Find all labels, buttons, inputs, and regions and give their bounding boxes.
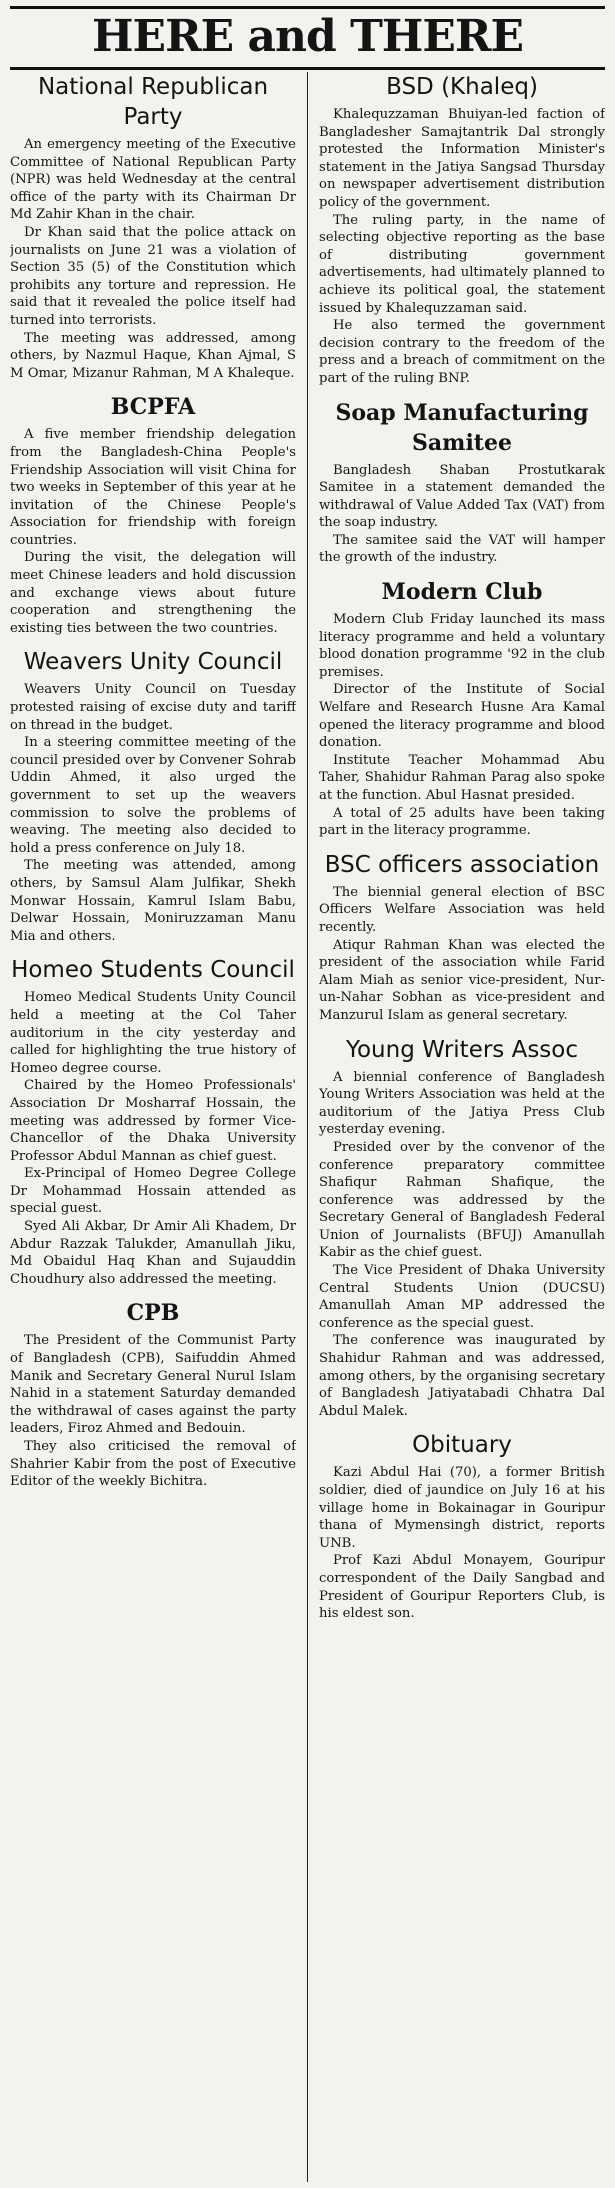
story-paragraph: Prof Kazi Abdul Monayem, Gouripur correspondent of the Daily Sangbad and President of Gouripur Reporters Club, is his eldest son. — [319, 1553, 605, 1622]
story-bsc-officers-association — [319, 850, 605, 1025]
left-column — [10, 72, 296, 2182]
page-banner: HERE and THERE — [10, 6, 605, 70]
story-heading: National Republican Party — [37, 74, 269, 130]
story-paragraph: Presided over by the convenor of the conference preparatory committee Shafiqur Rahman Shafique, the conference was addressed by the Secretary General of Bangladesh Federal Union of Journalists (BFUJ) Amanullah Kabir as the chief guest. — [319, 1139, 605, 1261]
story-paragraph: In a steering committee meeting of the council presided over by Convener Sohrab Uddin Ahmed, it also urged the government to set up the weavers commission to solve the problems of weaving. The meeting also decided to hold a press conference on July 18. — [10, 735, 296, 856]
story-heading: Homeo Students Council — [11, 957, 295, 984]
story-paragraph: Khalequzzaman Bhuiyan-led faction of Bangladesher Samajtantrik Dal strongly protested the Information Minister's statement in the Jatiya Sangsad Thursday on newspaper advertisement distribution policy of the government. — [319, 107, 605, 210]
story-heading: Weavers Unity Council — [23, 649, 283, 676]
story-paragraph: The President of the Communist Party of Bangladesh (CPB), Saifuddin Ahmed Manik and Secretary General Nurul Islam Nahid in a statement Saturday demanded the withdrawal of cases against the party leaders, Firoz Ahmed and Bedouin. — [10, 1333, 296, 1437]
story-paragraph: During the visit, the delegation will meet Chinese leaders and hold discussion and exchange views about future cooperation and strengthening the existing ties between the two countries. — [10, 550, 296, 636]
story-obituary — [319, 1430, 605, 1622]
newspaper-page — [10, 6, 605, 2182]
story-soap-manufacturing-samitee — [319, 398, 605, 568]
story-paragraph: Institute Teacher Mohammad Abu Taher, Shahidur Rahman Parag also spoke at the function. Abul Hasnat presided. — [319, 752, 605, 803]
story-heading: Soap Manufacturing Samitee — [335, 399, 589, 456]
story-paragraph: The ruling party, in the name of selecting objective reporting as the base of distributing government advertisements, had ultimately planned to achieve its political goal, the statement issued by Khalequzzaman said. — [319, 212, 605, 316]
story-paragraph: Syed Ali Akbar, Dr Amir Ali Khadem, Dr Abdur Razzak Talukder, Amanullah Jiku, Md Obaidul Haq Khan and Sujauddin Choudhury also addressed the meeting. — [10, 1219, 296, 1287]
story-homeo-students-council — [10, 955, 296, 1288]
story-paragraph: The Vice President of Dhaka University Central Students Union (DUCSU) Amanullah Aman MP addressed the conference as the special guest. — [319, 1263, 605, 1331]
story-paragraph: They also criticised the removal of Shahrier Kabir from the post of Executive Editor of the weekly Bichitra. — [10, 1439, 296, 1490]
story-weavers-unity-council — [10, 647, 296, 945]
story-heading: BSC officers association — [324, 851, 600, 878]
story-paragraph: Weavers Unity Council on Tuesday protested raising of excise duty and tariff on thread in the budget. — [10, 682, 296, 733]
story-paragraph: The conference was inaugurated by Shahidur Rahman and was addressed, among others, by the organising secretary of Bangladesh Jatiyatabadi Chhatra Dal Abdul Malek. — [319, 1333, 605, 1419]
story-young-writers-assoc — [319, 1035, 605, 1421]
story-paragraph: An emergency meeting of the Executive Committee of National Republican Party (NPR) was held Wednesday at the central office of the party with its Chairman Dr Md Zahir Khan in the chair. — [10, 137, 296, 223]
story-cpb — [10, 1298, 296, 1490]
story-paragraph: The meeting was addressed, among others, by Nazmul Haque, Khan Ajmal, S M Omar, Mizanur Rahman, M A Khaleque. — [10, 330, 296, 381]
right-column — [319, 72, 605, 2182]
story-paragraph: Director of the Institute of Social Welfare and Research Husne Ara Kamal opened the literacy programme and blood donation. — [319, 682, 605, 751]
story-heading: Modern Club — [381, 579, 543, 606]
story-paragraph: Kazi Abdul Hai (70), a former British soldier, died of jaundice on July 16 at his village home in Bokainagar in Gouripur thana of Mymensingh district, reports UNB. — [319, 1465, 605, 1551]
story-paragraph: Chaired by the Homeo Professionals' Association Dr Mosharraf Hossain, the meeting was addressed by former Vice-Chancellor of the Dhaka University Professor Abdul Mannan as chief guest. — [10, 1078, 296, 1164]
story-paragraph: Dr Khan said that the police attack on journalists on June 21 was a violation of Section 35 (5) of the Constitution which prohibits any torture and repression. He said that it revealed the police itself had turned into terrorists. — [10, 224, 296, 328]
columns — [10, 72, 605, 2182]
story-bcpfa — [10, 392, 296, 637]
story-paragraph: Bangladesh Shaban Prostutkarak Samitee in a statement demanded the withdrawal of Value Added Tax (VAT) from the soap industry. — [319, 462, 605, 531]
story-paragraph: Homeo Medical Students Unity Council held a meeting at the Col Taher auditorium in the city yesterday and called for highlighting the true history of Homeo degree course. — [10, 990, 296, 1076]
story-heading: BSD (Khaleq) — [386, 74, 538, 100]
story-paragraph: A biennial conference of Bangladesh Young Writers Association was held at the auditorium of the Jatiya Press Club yesterday evening. — [319, 1069, 605, 1138]
story-paragraph: Ex-Principal of Homeo Degree College Dr Mohammad Hossain attended as special guest. — [10, 1166, 296, 1217]
story-paragraph: The meeting was attended, among others, by Samsul Alam Julfikar, Shekh Monwar Hossain, Kamrul Islam Babu, Delwar Hossain, Moniruzzaman Manu Mia and others. — [10, 858, 296, 944]
story-heading: Obituary — [412, 1432, 512, 1459]
story-paragraph: The biennial general election of BSC Officers Welfare Association was held recently. — [319, 884, 605, 935]
story-heading: BCPFA — [110, 394, 196, 421]
story-paragraph: He also termed the government decision contrary to the freedom of the press and a breach of commitment on the part of the ruling BNP. — [319, 318, 605, 386]
story-heading: Young Writers Assoc — [345, 1036, 579, 1063]
story-heading: CPB — [126, 1300, 180, 1327]
story-bsd-khaleq — [319, 72, 605, 388]
story-paragraph: Atiqur Rahman Khan was elected the president of the association while Farid Alam Miah as senior vice-president, Nur-un-Nahar Sobhan as vice-president and Manzurul Islam as general secretary. — [319, 937, 605, 1023]
story-paragraph: Modern Club Friday launched its mass literacy programme and held a voluntary blood donation programme '92 in the club premises. — [319, 612, 605, 680]
story-paragraph: A five member friendship delegation from the Bangladesh-China People's Friendship Association will visit China for two weeks in September of this year at he invitation of the Chinese People's Association for friendship with foreign countries. — [10, 427, 296, 548]
story-paragraph: The samitee said the VAT will hamper the growth of the industry. — [319, 532, 605, 566]
story-modern-club — [319, 577, 605, 840]
story-paragraph: A total of 25 adults have been taking part in the literacy programme. — [319, 805, 605, 839]
column-divider — [307, 72, 308, 2182]
story-national-republican-party — [10, 72, 296, 382]
